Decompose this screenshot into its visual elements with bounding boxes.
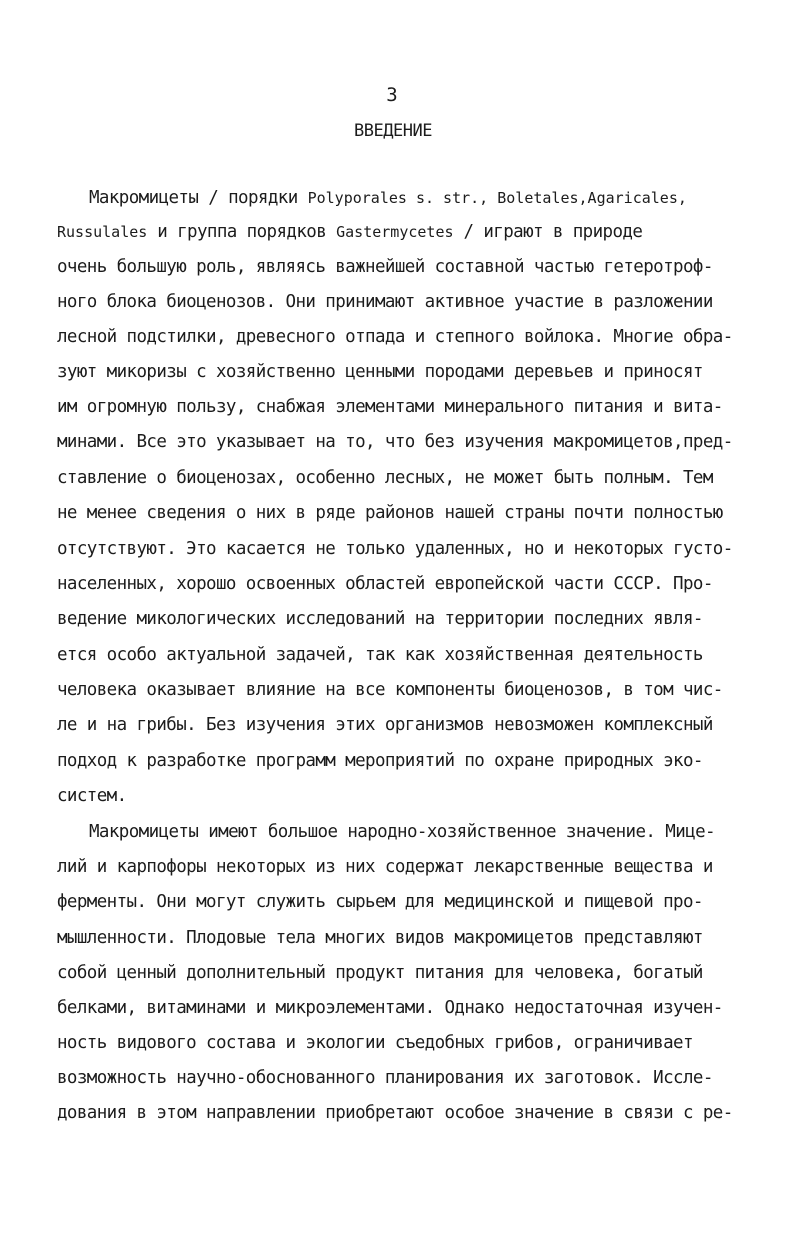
- text-segment: и группа порядков: [147, 222, 337, 242]
- paragraph1-line-11: отсутствуют. Это касается не только удаленных, но и некоторых густо-: [57, 539, 733, 559]
- paragraph1-line-14: ется особо актуальной задачей, так как хозяйственная деятельность: [57, 645, 703, 665]
- page-number: 3: [386, 84, 398, 106]
- text-segment: Макромицеты / порядки: [89, 188, 308, 208]
- paragraph2-line-8: возможность научно-обоснованного планирования их заготовок. Иссле-: [57, 1068, 713, 1088]
- paragraph2-line-3: ферменты. Они могут служить сырьем для медицинской и пищевой про-: [57, 892, 703, 912]
- paragraph2-line-4: мышленности. Плодовые тела многих видов макромицетов представляют: [57, 928, 703, 948]
- paragraph2-line-2: лий и карпофоры некоторых из них содержат лекарственные вещества и: [57, 857, 713, 877]
- paragraph1-line-9: ставление о биоценозах, особенно лесных, не может быть полным. Тем: [57, 468, 713, 488]
- paragraph1-line-18: систем.: [57, 786, 127, 806]
- paragraph2-line-7: ность видового состава и экологии съедобных грибов, ограничивает: [57, 1033, 693, 1053]
- latin-order-russulales: Russulales: [57, 223, 148, 241]
- paragraph1-line-12: населенных, хорошо освоенных областей европейской части СССР. Про-: [57, 574, 713, 594]
- section-heading: ВВЕДЕНИЕ: [354, 121, 432, 141]
- paragraph1-line-5: лесной подстилки, древесного отпада и степного войлока. Многие обра-: [57, 327, 733, 347]
- latin-order-gastermycetes: Gastermycetes: [336, 223, 454, 241]
- paragraph1-line-2: [57, 220, 642, 244]
- paragraph2-line-5: собой ценный дополнительный продукт питания для человека, богатый: [57, 963, 703, 983]
- paragraph1-line-10: не менее сведения о них в ряде районов нашей страны почти полностью: [57, 503, 723, 523]
- paragraph1-line-3: очень большую роль, являясь важнейшей составной частью гетеротроф-: [57, 257, 713, 277]
- text-segment: / играют в природе: [453, 222, 643, 242]
- paragraph1-line-15: человека оказывает влияние на все компоненты биоценозов, в том чис-: [57, 680, 723, 700]
- paragraph2-line-6: белками, витаминами и микроэлементами. Однако недостаточная изучен-: [57, 998, 723, 1018]
- paragraph2-line-9: дования в этом направлении приобретают особое значение в связи с ре-: [57, 1103, 733, 1123]
- paragraph1-line-13: ведение микологических исследований на территории последних явля-: [57, 609, 703, 629]
- paragraph1-line-7: им огромную пользу, снабжая элементами минерального питания и вита-: [57, 397, 723, 417]
- paragraph1-line-4: ного блока биоценозов. Они принимают активное участие в разложении: [57, 292, 713, 312]
- paragraph1-line-6: зуют микоризы с хозяйственно ценными породами деревьев и приносят: [57, 362, 703, 382]
- paragraph1-line-8: минами. Все это указывает на то, что без изучения макромицетов,пред-: [57, 432, 733, 452]
- paragraph1-line-17: подход к разработке программ мероприятий по охране природных эко-: [57, 751, 703, 771]
- paragraph1-line-1: [89, 186, 687, 210]
- paragraph2-line-1: Макромицеты имеют большое народно-хозяйственное значение. Мице-: [89, 822, 715, 842]
- latin-order-names: Polyporales s. str., Boletales,Agaricales,: [307, 189, 687, 207]
- paragraph1-line-16: ле и на грибы. Без изучения этих организмов невозможен комплексный: [57, 715, 713, 735]
